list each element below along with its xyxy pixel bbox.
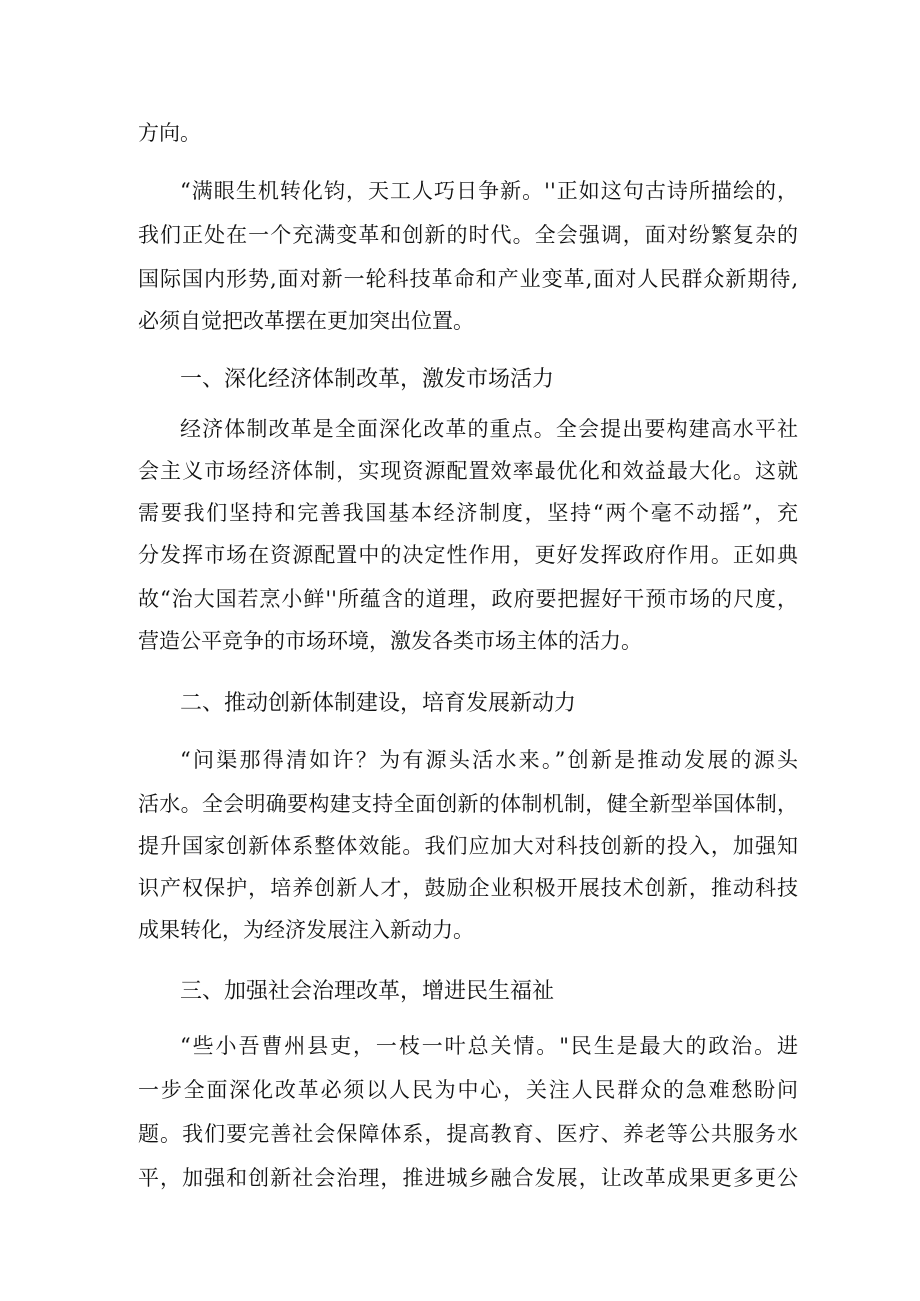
text-line: 平，加强和创新社会治理，推进城乡融合发展，让改革成果更多更公 — [138, 1166, 798, 1190]
text-line: 一步全面深化改革必须以人民为中心，关注人民群众的急难愁盼问 — [138, 1078, 798, 1102]
section-heading-3: 三、加强社会治理改革，增进民生福祉 — [180, 979, 555, 1004]
text-line: 我们正处在一个充满变革和创新的时代。全会强调，面对纷繁复杂的 — [138, 223, 798, 247]
text-line: 营造公平竞争的市场环境，激发各类市场主体的活力。 — [138, 629, 642, 653]
text-line: 需要我们坚持和完善我国基本经济制度，坚持“两个毫不动摇”，充 — [138, 501, 798, 525]
section-heading-1: 一、深化经济体制改革，激发市场活力 — [180, 367, 555, 392]
text-line: 题。我们要完善社会保障体系，提高教育、医疗、养老等公共服务水 — [138, 1122, 798, 1146]
text-line: 分发挥市场在资源配置中的决定性作用，更好发挥政府作用。正如典 — [138, 543, 798, 567]
text-line: 必须自觉把改革摆在更加突出位置。 — [138, 309, 474, 333]
text-line: “些小吾曹州县吏，一枝一叶总关情。"民生是最大的政治。进 — [180, 1034, 798, 1058]
text-line: 识产权保护，培养创新人才，鼓励企业积极开展技术创新，推动科技 — [138, 876, 798, 900]
text-line: 提升国家创新体系整体效能。我们应加大对科技创新的投入，加强知 — [138, 834, 798, 858]
text-line: “满眼生机转化钧，天工人巧日争新。''正如这句古诗所描绘的， — [180, 179, 798, 203]
text-line: 国际国内形势,面对新一轮科技革命和产业变革,面对人民群众新期待, — [138, 267, 798, 291]
text-line: 经济体制改革是全面深化改革的重点。全会提出要构建高水平社 — [180, 417, 798, 441]
text-line: 成果转化，为经济发展注入新动力。 — [138, 918, 474, 942]
text-line: 会主义市场经济体制，实现资源配置效率最优化和效益最大化。这就 — [138, 459, 798, 483]
text-line: 活水。全会明确要构建支持全面创新的体制机制，健全新型举国体制， — [138, 792, 798, 816]
section-heading-2: 二、推动创新体制建设，培育发展新动力 — [180, 691, 577, 716]
text-line: 方向。 — [138, 121, 201, 145]
text-line: “问渠那得清如许？为有源头活水来。”创新是推动发展的源头 — [180, 748, 798, 772]
text-line: 故“治大国若烹小鲜''所蕴含的道理，政府要把握好干预市场的尺度， — [138, 587, 798, 611]
